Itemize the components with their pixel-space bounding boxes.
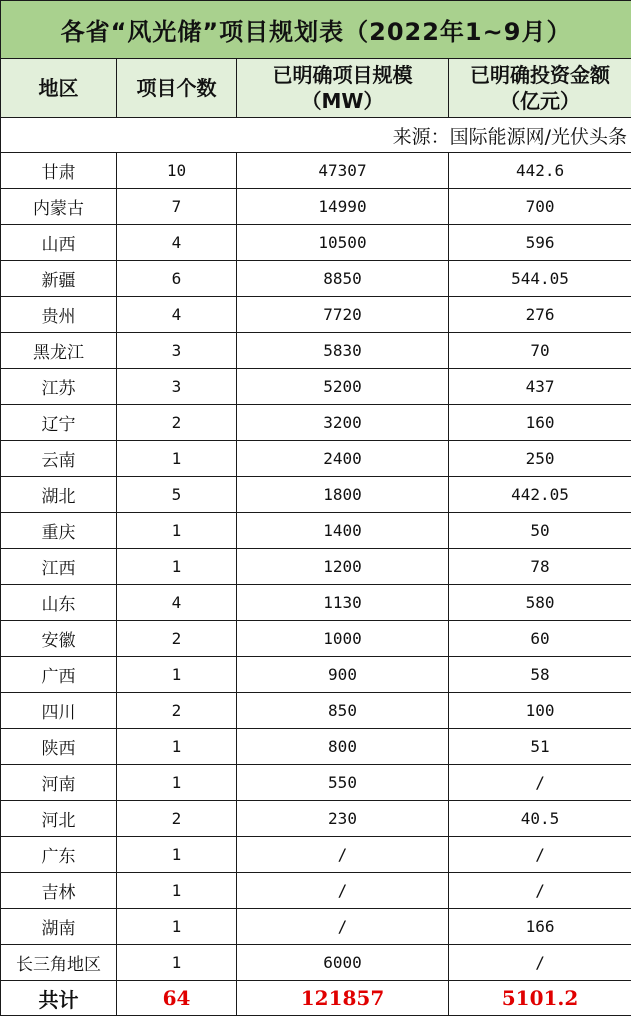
table-row <box>1 729 631 765</box>
cell-count: 1 <box>117 873 237 909</box>
cell-invest: 58 <box>449 657 631 693</box>
table-row <box>1 405 631 441</box>
table-row <box>1 333 631 369</box>
cell-region: 广西 <box>1 657 117 693</box>
cell-invest: 442.05 <box>449 477 631 513</box>
cell-scale: 1800 <box>237 477 449 513</box>
cell-count: 1 <box>117 549 237 585</box>
table-row <box>1 261 631 297</box>
cell-invest: / <box>449 765 631 801</box>
table-row <box>1 153 631 189</box>
cell-scale: 230 <box>237 801 449 837</box>
table-row <box>1 621 631 657</box>
table-row <box>1 873 631 909</box>
cell-invest: 100 <box>449 693 631 729</box>
cell-invest: 60 <box>449 621 631 657</box>
cell-scale: 3200 <box>237 405 449 441</box>
cell-count: 2 <box>117 405 237 441</box>
cell-invest: 160 <box>449 405 631 441</box>
cell-region: 广东 <box>1 837 117 873</box>
table-row <box>1 189 631 225</box>
cell-scale: 14990 <box>237 189 449 225</box>
cell-invest: 544.05 <box>449 261 631 297</box>
header-invest-line2: （亿元） <box>500 89 581 113</box>
total-invest: 5101.2 <box>449 981 631 1016</box>
cell-region: 贵州 <box>1 297 117 333</box>
table-row <box>1 837 631 873</box>
cell-region: 重庆 <box>1 513 117 549</box>
cell-invest: / <box>449 873 631 909</box>
cell-count: 7 <box>117 189 237 225</box>
table-row <box>1 369 631 405</box>
cell-scale: 6000 <box>237 945 449 981</box>
table-row <box>1 513 631 549</box>
cell-scale: 1000 <box>237 621 449 657</box>
cell-region: 长三角地区 <box>1 945 117 981</box>
header-invest-line1: 已明确投资金额 <box>470 63 611 87</box>
cell-region: 河南 <box>1 765 117 801</box>
source-row <box>1 118 631 153</box>
cell-scale: / <box>237 837 449 873</box>
cell-count: 1 <box>117 909 237 945</box>
cell-region: 陕西 <box>1 729 117 765</box>
table-row <box>1 801 631 837</box>
cell-scale: / <box>237 909 449 945</box>
cell-region: 河北 <box>1 801 117 837</box>
cell-scale: 850 <box>237 693 449 729</box>
cell-invest: 442.6 <box>449 153 631 189</box>
total-count: 64 <box>117 981 237 1016</box>
header-scale <box>237 59 449 118</box>
title-row <box>1 1 631 59</box>
cell-region: 安徽 <box>1 621 117 657</box>
header-row <box>1 59 631 118</box>
cell-count: 1 <box>117 729 237 765</box>
cell-region: 云南 <box>1 441 117 477</box>
header-scale-line1: 已明确项目规模 <box>272 63 413 87</box>
cell-region: 甘肃 <box>1 153 117 189</box>
total-scale: 121857 <box>237 981 449 1016</box>
cell-scale: 7720 <box>237 297 449 333</box>
cell-invest: 580 <box>449 585 631 621</box>
table-row <box>1 765 631 801</box>
cell-invest: 51 <box>449 729 631 765</box>
table-row <box>1 549 631 585</box>
table-row <box>1 945 631 981</box>
cell-scale: 2400 <box>237 441 449 477</box>
cell-count: 1 <box>117 837 237 873</box>
cell-scale: 900 <box>237 657 449 693</box>
cell-region: 山西 <box>1 225 117 261</box>
cell-scale: 1400 <box>237 513 449 549</box>
cell-scale: 5200 <box>237 369 449 405</box>
cell-invest: 50 <box>449 513 631 549</box>
cell-region: 新疆 <box>1 261 117 297</box>
header-count: 项目个数 <box>117 59 237 118</box>
cell-invest: 166 <box>449 909 631 945</box>
cell-invest: 70 <box>449 333 631 369</box>
cell-count: 1 <box>117 765 237 801</box>
cell-count: 3 <box>117 333 237 369</box>
cell-invest: 40.5 <box>449 801 631 837</box>
header-invest <box>449 59 631 118</box>
cell-scale: 5830 <box>237 333 449 369</box>
table-row <box>1 297 631 333</box>
cell-region: 江西 <box>1 549 117 585</box>
cell-count: 5 <box>117 477 237 513</box>
cell-scale: / <box>237 873 449 909</box>
cell-count: 2 <box>117 801 237 837</box>
table-row <box>1 441 631 477</box>
cell-region: 湖北 <box>1 477 117 513</box>
cell-invest: 78 <box>449 549 631 585</box>
total-label: 共计 <box>1 981 117 1016</box>
cell-scale: 47307 <box>237 153 449 189</box>
table-row <box>1 909 631 945</box>
cell-region: 辽宁 <box>1 405 117 441</box>
cell-count: 4 <box>117 225 237 261</box>
cell-invest: 596 <box>449 225 631 261</box>
source-note: 来源：国际能源网/光伏头条 <box>1 118 631 153</box>
cell-scale: 1200 <box>237 549 449 585</box>
cell-count: 6 <box>117 261 237 297</box>
cell-count: 10 <box>117 153 237 189</box>
cell-region: 黑龙江 <box>1 333 117 369</box>
cell-region: 内蒙古 <box>1 189 117 225</box>
cell-count: 2 <box>117 693 237 729</box>
cell-invest: 437 <box>449 369 631 405</box>
cell-region: 四川 <box>1 693 117 729</box>
cell-region: 山东 <box>1 585 117 621</box>
cell-invest: / <box>449 837 631 873</box>
table-row <box>1 585 631 621</box>
table-row <box>1 477 631 513</box>
cell-invest: 700 <box>449 189 631 225</box>
cell-scale: 1130 <box>237 585 449 621</box>
cell-scale: 800 <box>237 729 449 765</box>
cell-region: 吉林 <box>1 873 117 909</box>
cell-invest: / <box>449 945 631 981</box>
cell-count: 3 <box>117 369 237 405</box>
cell-count: 2 <box>117 621 237 657</box>
cell-scale: 8850 <box>237 261 449 297</box>
cell-invest: 250 <box>449 441 631 477</box>
table-title: 各省“风光储”项目规划表（2022年1~9月） <box>1 1 631 59</box>
cell-count: 4 <box>117 297 237 333</box>
cell-count: 1 <box>117 513 237 549</box>
header-scale-line2: （MW） <box>301 89 384 113</box>
cell-count: 1 <box>117 657 237 693</box>
table-row <box>1 693 631 729</box>
cell-scale: 550 <box>237 765 449 801</box>
cell-count: 4 <box>117 585 237 621</box>
cell-region: 江苏 <box>1 369 117 405</box>
cell-count: 1 <box>117 945 237 981</box>
total-row <box>1 981 631 1016</box>
cell-count: 1 <box>117 441 237 477</box>
table-row <box>1 657 631 693</box>
cell-scale: 10500 <box>237 225 449 261</box>
cell-region: 湖南 <box>1 909 117 945</box>
table-row <box>1 225 631 261</box>
header-region: 地区 <box>1 59 117 118</box>
cell-invest: 276 <box>449 297 631 333</box>
